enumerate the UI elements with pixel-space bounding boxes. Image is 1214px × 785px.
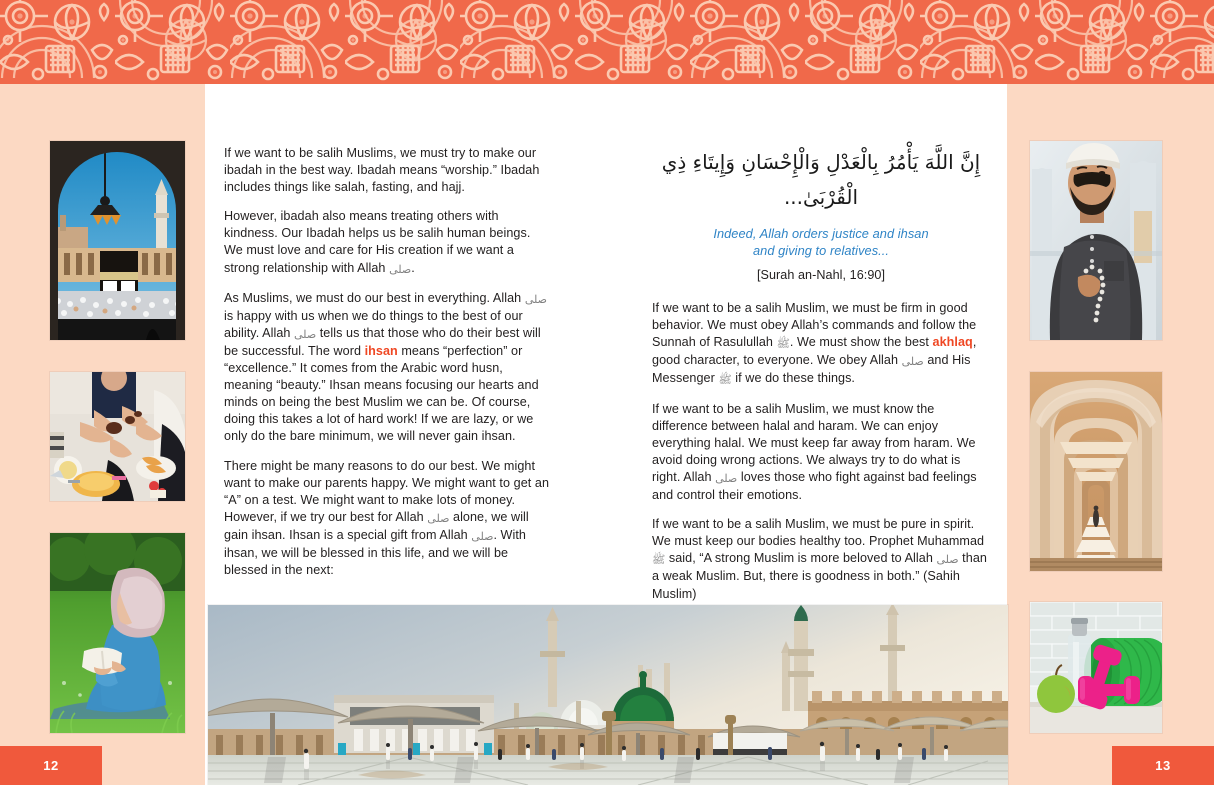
ayah-translation-line-1: Indeed, Allah orders justice and ihsan	[713, 226, 929, 241]
ayah-translation-line-2: and giving to relatives...	[752, 243, 890, 258]
keyword-akhlaq: akhlaq	[932, 335, 973, 350]
photo-masjid-an-nabawi	[208, 605, 1008, 785]
paragraph-4: There might be many reasons to do our best. We might want to make our parents happy. We might want to get an “A” on a test. We might want to make lots of money. However, if we try our best for Allah صلى alone, we will gain ihsan. Ihsan is a special gift from Allah صلى. With ihsan, we will be blessed in this life, and we will be blessed in the next:	[224, 458, 550, 578]
allah-glyph: صلى	[715, 472, 738, 485]
photo-girl-reading-quran	[50, 533, 185, 733]
paragraph-6: If we want to be a salih Muslim, we must know the difference between halal and haram. We can enjoy everything halal. We must keep far away from haram. We avoid doing wrong actions. We always try to do what is right. Allah صلى loves those who fight against bad feelings and control their emotions.	[652, 401, 977, 503]
allah-glyph: صلى	[901, 356, 924, 369]
photo-moorish-colonnade	[1030, 372, 1162, 571]
paragraph-3: As Muslims, we must do our best in everything. Allah صلى is happy with us when we do things to the best of our ability. Allah صلى tells us that those who do their best will be successful. The word ihsan means “perfection” or “excellence.” It comes from the Arabic word husn, meaning “beauty.” Ihsan means focusing our hearts and minds on being the best Muslim we can be. Of course, doing this takes a lot of hard work! If we are lazy, or we only do the bare minimum, we will never gain ihsan.	[224, 290, 547, 444]
ayah-citation: [Surah an-Nahl, 16:90]	[756, 268, 886, 282]
paragraph-1: If we want to be salih Muslims, we must try to make our ibadah in the best way. Ibadah means “worship.” Ibadah includes things like salah, fasting, and hajj.	[224, 146, 540, 195]
ayah-translation	[652, 225, 990, 259]
page-number-right: 13	[1112, 746, 1214, 785]
decorative-banner	[0, 0, 1214, 84]
right-page-body-text	[652, 145, 990, 615]
paragraph-7: If we want to be a salih Muslim, we must be pure in spirit. We must keep our bodies healthy too. Prophet Muhammad ﷺ said, “A strong Muslim is more beloved to Allah صلى than a weak Muslim. But, there is goodness in both.” (Sahih Muslim)	[652, 517, 987, 601]
photo-iftar-hands-dates	[50, 372, 185, 501]
keyword-ihsan: ihsan	[364, 343, 398, 358]
paragraph-5: If we want to be a salih Muslim, we must be firm in good behavior. We must obey Allah’s commands and follow the Sunnah of Rasulullah ﷺ. We must show the best akhlaq, good character, to everyone. We obey Allah صلى and His Messenger ﷺ if we do these things.	[652, 300, 990, 388]
sallallahu-glyph: ﷺ	[776, 338, 790, 351]
arabesque-pattern	[0, 0, 1214, 84]
allah-glyph: صلى	[389, 263, 412, 276]
allah-glyph: صلى	[936, 554, 959, 567]
allah-glyph: صلى	[294, 328, 317, 341]
photo-man-with-tasbih	[1030, 141, 1162, 340]
sallallahu-glyph: ﷺ	[718, 374, 732, 387]
ayah-arabic-text: إِنَّ اللَّهَ يَأْمُرُ بِالْعَدْلِ وَالْإِحْسَانِ وَإِيتَاءِ ذِي الْقُرْبَىٰ...	[661, 150, 981, 209]
allah-glyph: صلى	[524, 293, 547, 306]
photo-kaaba-through-arch	[50, 141, 185, 340]
allah-glyph: صلى	[427, 512, 450, 525]
sallallahu-glyph: ﷺ	[652, 554, 666, 567]
photo-fitness-still-life	[1030, 602, 1162, 733]
paragraph-2: However, ibadah also means treating others with kindness. Our Ibadah helps us be salih human beings. We must love and care for His creation if we want a strong relationship with Allah صلى.	[224, 208, 550, 277]
page-number-left: 12	[0, 746, 102, 785]
allah-glyph: صلى	[471, 530, 494, 543]
left-page-body-text	[224, 145, 550, 591]
